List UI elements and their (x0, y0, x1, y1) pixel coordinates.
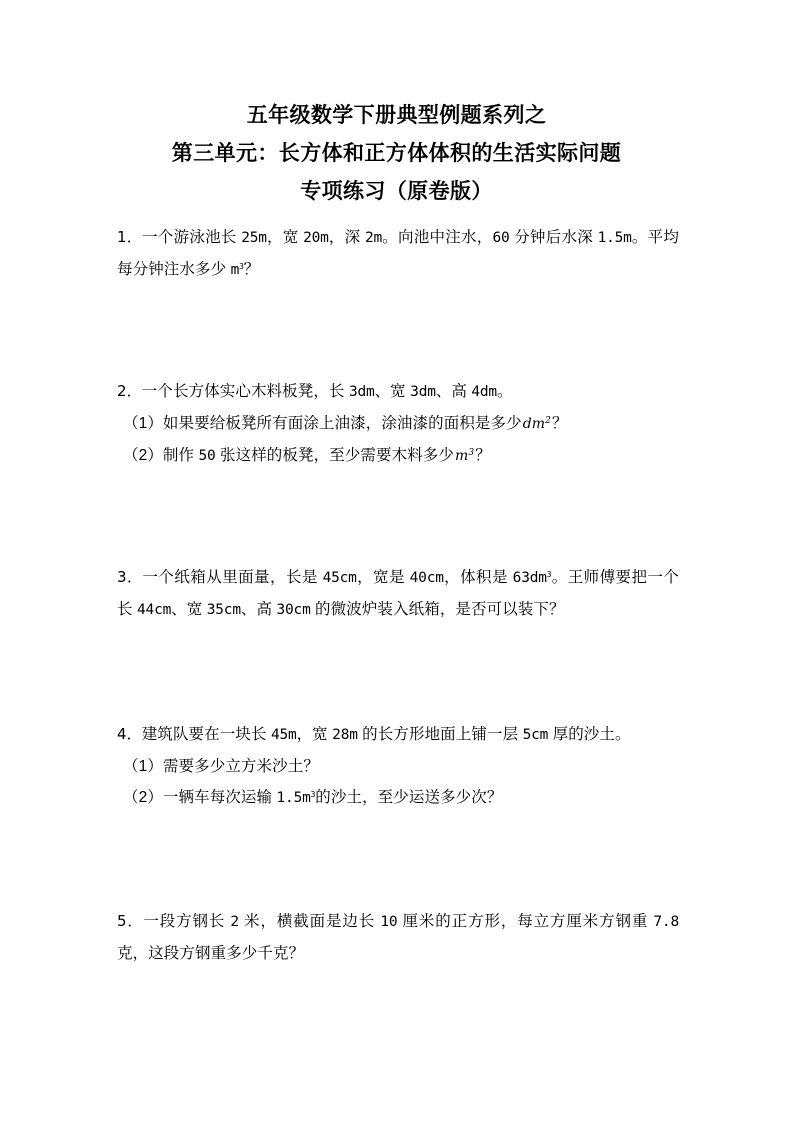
problem-3-val-6: 30cm (276, 602, 311, 618)
problem-1-val-3: 2m (364, 230, 383, 246)
problem-4-seg-t3: 的长方形地面上铺一层 (357, 726, 523, 743)
problem-2-val-1: 3dm (348, 384, 375, 400)
problem-4-seg-t4: 厚的沙土。 (548, 726, 631, 743)
problem-4-seg-t1: 建筑队要在一块长 (141, 726, 271, 743)
title-line-3: 专项练习（原卷版） (300, 180, 493, 203)
problem-2-unit-square-decimeter (522, 416, 552, 432)
problem-4-val-2: 28m (332, 727, 358, 743)
problem-2-sub-1-t1: （1）如果要给板凳所有面涂上油漆，涂油漆的面积是多少 (123, 415, 522, 432)
problem-1-text (117, 222, 679, 286)
problem-2-sub2-unit-base: m (455, 448, 469, 464)
title-line-2: 第三单元：长方体和正方体体积的生活实际问题 (171, 142, 622, 165)
problem-3-seg-t1: 一个纸箱从里面量，长是 (142, 569, 323, 586)
problem-1-val-4: 60 (492, 230, 510, 246)
problem-5-number: 5． (117, 912, 144, 930)
problem-5-seg-t1: 一段方钢长 (143, 913, 231, 930)
problem-4-val-1: 45m (270, 727, 297, 743)
page-title (58, 97, 735, 211)
problem-2-seg-t3: 、高 (435, 383, 472, 400)
problem-2-sub1-unit-base: dm (522, 416, 546, 432)
problem-4-text (117, 719, 679, 814)
problem-2-sub-1 (117, 408, 679, 440)
problem-4 (117, 719, 679, 814)
answer-space-2 (117, 472, 679, 562)
problem-4-line-1 (117, 719, 679, 751)
problem-1-seg-t6: 。平均每分钟注水多少 (117, 229, 679, 278)
problem-3-val-4: 44cm (137, 602, 172, 618)
problem-2-seg-t2: 、宽 (374, 383, 411, 400)
problem-2-val-3: 4dm (471, 384, 497, 400)
problem-2-sub-2-t1: （2）制作 (123, 447, 199, 464)
problem-3-seg-t4: 。王师傅要把一个长 (117, 569, 679, 618)
problem-4-val-3: 5cm (522, 727, 549, 743)
problem-4-sub-2-t1: （2）一辆车每次运输 (123, 789, 277, 806)
problem-5-val-3: 7.8 (653, 914, 679, 930)
problem-2-unit-cubic-meter (454, 448, 475, 464)
problem-5 (117, 906, 679, 969)
problem-5-seg-t2: 米，横截面是边长 (238, 913, 381, 930)
problem-1-val-2: 20m (303, 230, 329, 246)
problem-1-seg-t4: 。向池中注水， (382, 229, 493, 246)
problem-2-sub2-unit-exponent: 3 (468, 448, 475, 458)
problem-2-seg-t1: 一个长方体实心木料板凳，长 (141, 383, 349, 400)
problem-4-number: 4． (117, 725, 142, 743)
problem-4-sub-2-t2: 的沙土，至少运送多少次？ (315, 789, 503, 806)
problem-3-unit-exponent: 3 (546, 570, 552, 579)
problem-5-text (117, 906, 679, 969)
problem-2 (117, 376, 679, 472)
problem-1-unit-cubic-meter (231, 262, 244, 278)
problem-4-unit-exponent: 3 (310, 790, 316, 799)
problem-2-text (117, 376, 679, 472)
problem-3-unit-cubic-decimeter (513, 570, 552, 586)
problem-5-val-2: 10 (380, 914, 398, 930)
problem-2-sub-2-val-1: 50 (198, 448, 216, 464)
problem-2-sub-2 (117, 440, 679, 472)
problem-5-seg-t4: 克，这段方钢重多少千克？ (117, 945, 305, 962)
problem-1-val-5: 1.5m (597, 230, 632, 246)
problem-1-seg-t5: 分钟后水深 (509, 229, 598, 246)
problem-4-unit-base: 1.5m (276, 790, 311, 806)
problem-2-sub-2-t2: 张这样的板凳，至少需要木料多少 (215, 447, 455, 464)
problem-3-seg-t6: 、高 (240, 601, 277, 618)
problem-3-val-5: 35cm (206, 602, 241, 618)
problem-2-val-2: 3dm (410, 384, 436, 400)
problem-2-seg-t4: 。 (496, 383, 513, 400)
problem-4-unit-cubic-meter (277, 790, 316, 806)
problem-3-seg-t3: ，体积是 (443, 569, 513, 586)
problem-3-number: 3． (117, 568, 143, 586)
problem-2-sub-2-t3: ？ (475, 447, 491, 464)
problem-1-seg-t1: 一个游泳池长 (142, 229, 242, 246)
problem-3 (117, 562, 679, 626)
problem-4-sub-2 (117, 782, 679, 814)
problem-4-sub-1: （1）需要多少立方米沙土？ (123, 758, 319, 775)
answer-space-4 (117, 814, 679, 906)
problem-5-val-1: 2 (230, 914, 239, 930)
answer-space-1 (117, 286, 679, 376)
problem-5-seg-t3: 厘米的正方形，每立方厘米方钢重 (397, 913, 654, 930)
problem-2-sub1-unit-exponent: 2 (545, 416, 551, 426)
answer-space-3 (117, 626, 679, 719)
title-line-1: 五年级数学下册典型例题系列之 (246, 104, 547, 127)
problem-3-text (117, 562, 679, 626)
problem-3-seg-t2: ，宽是 (356, 569, 410, 586)
problem-3-unit-base: 63dm (512, 570, 547, 586)
problem-3-val-2: 40cm (409, 570, 444, 586)
problem-2-number: 2． (117, 382, 142, 400)
problem-1-seg-t2: ，宽 (266, 229, 304, 246)
problem-3-val-1: 45cm (322, 570, 357, 586)
problem-4-seg-t2: ，宽 (296, 726, 333, 743)
problem-3-seg-t5: 、宽 (171, 601, 207, 618)
problem-list (117, 222, 679, 969)
problem-1-seg-t3: ，深 (328, 229, 365, 246)
problem-1 (117, 222, 679, 286)
problem-2-line-1 (117, 376, 679, 408)
problem-1-seg-t7: ？ (243, 261, 260, 278)
problem-2-sub-1-t2: ？ (552, 415, 568, 432)
problem-1-val-1: 25m (241, 230, 267, 246)
problem-1-number: 1． (117, 228, 143, 246)
problem-1-unit-base: m (230, 262, 240, 278)
problem-3-seg-t7: 的微波炉装入纸箱，是否可以装下？ (310, 601, 565, 618)
problem-1-unit-exponent: 3 (239, 262, 244, 271)
